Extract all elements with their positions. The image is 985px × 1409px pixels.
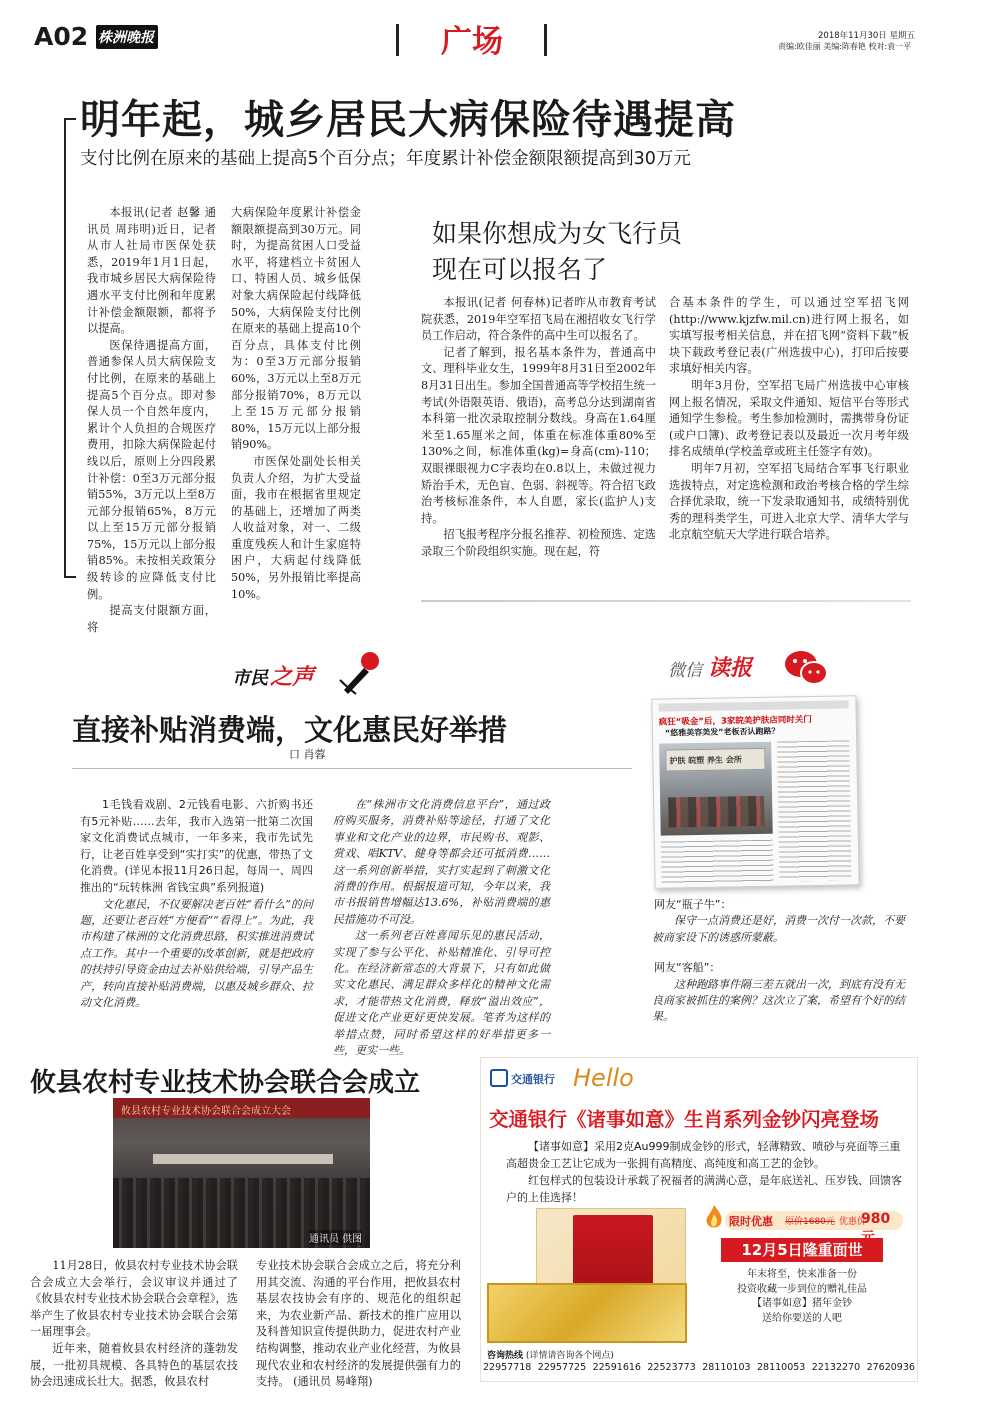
meeting-banner-text: 攸县农村专业技术协会联合会成立大会 [121,1106,291,1117]
phone-number: 22591616 [592,1362,641,1373]
wechat-logo-b: 读报 [708,655,753,681]
thumb-text-block [777,740,851,881]
article2-headline-2: 现在可以报名了 [432,255,608,284]
bank-logo-mark [490,1069,508,1087]
thumb-masthead [658,700,848,711]
bank-logo-text: 交通银行 [511,1073,555,1086]
paragraph: 本报讯(记者 赵馨 通讯员 周玮明)近日，记者从市人社局市医保处获悉，2019年1月1日起，我市城乡居民大病保险待遇水平支付比例和年度累计补偿金额限额，都将予以提高。 [87,206,216,336]
slogan-line: 【诸事如意】猪年金钞 [752,1298,852,1309]
paragraph: 大病保险年度累计补偿金额限额提高到30万元。同时，为提高贫困人口受益水平，将建档立卡贫困人口、特困人员、城乡低保对象大病保险起付线降低50%，大病保险支付比例在原来的基础上提高10个百分点，具体支付比例为：0至3万元部分报销60%，3万元以上至8万元部分报销70%，8万元以上至15万元部分报销80%，15万元以上部分报销90%。 [231,206,361,452]
article2-col2 [669,295,909,544]
article2-divider [421,600,911,602]
wechat-logo [668,648,838,688]
comment-text: 这种跑路事件隔三差五就出一次，到底有没有无良商家被抓住的案例？这次立了案，希望有个好的结果。 [652,977,905,1024]
phone-number: 22957718 [483,1362,532,1373]
voice-col1 [80,797,313,1011]
article1-subtitle: 支付比例在原来的基础上提高5个百分点；年度累计补偿金额限额提高到30万元 [80,149,691,169]
article2-headline-1: 如果你想成为女飞行员 [432,219,683,248]
page-number: A02 [34,22,89,51]
header-divider-right [544,24,547,56]
phone-number: 22523773 [647,1362,696,1373]
paragraph: 记者了解到，报名基本条件为，普通高中文、理科毕业女生，1999年8月31日至2002年8月31日出生。参加全国普通高等学校招生统一考试(外语限英语、俄语)，高考总分达到湖南省本科第一批次录取控制分数线。身高在1.64厘米至1.65厘米之间，体重在标准体重80%至130%之间，标准体重(kg)=身高(cm)-110；双眼裸眼视力C字表均在0.8以上，未做过视力矫治手术，无色盲、色弱、斜视等。符合招飞政治考核标准条件，本人自愿，家长(监护人)支持。 [421,345,656,525]
ad-title: 交通银行《诸事如意》生肖系列金钞闪亮登场 [489,1108,880,1131]
microphone-icon [336,650,384,696]
wechat-icon [784,648,828,688]
wechat-logo-a: 微信 [668,661,702,681]
newspaper-thumbnail [651,695,859,889]
hotline-label: 咨询热线 [487,1351,524,1361]
hotline-note: (详情请咨询各个网点) [525,1351,614,1361]
paragraph: 专业技术协会联合会成立之后，将充分利用其交流、沟通的平台作用，把攸县农村基层农技协会有序的、规范化的组织起来，为农业新产品、新技术的推广应用以及科普知识宣传提供助力，促进农村产业结构调整，推动农业产业化经营，为攸县现代农业和农村经济的发展提供强有力的支持。 (通讯员 易峰翔) [256,1259,461,1389]
price-tag [725,1211,903,1230]
phone-number: 22132270 [811,1362,861,1373]
paragraph: 提高支付限额方面，将 [87,604,216,634]
wechat-comments [652,897,910,1026]
paragraph: 市医保处副处长相关负责人介绍，为扩大受益面，我市在根据省里规定的基础上，还增加了两类人收益对象，对一、二级重度残疾人和计生家庭特困户，大病起付线降低50%，另外报销比率提高10%。 [231,454,361,601]
article-bracket [64,118,76,578]
ad-body-2: 红包样式的包装设计承载了祝福者的满满心意，是年底送礼、压岁钱、回馈客户的上佳选择！ [506,1174,902,1204]
voice-col2 [333,797,550,1060]
ad-body-1: 【诸事如意】采用2克Au999制成金钞的形式，轻薄精致、喷砂与亮面等三重高超贵金工艺让它成为一张拥有高精度、高纯度和高工艺的金钞。 [506,1140,901,1170]
thumb-sign: 护肤 皖塑 养生 会所 [669,755,742,766]
page-header [0,0,985,62]
date-line: 2018年11月30日 星期五 [818,31,915,41]
thumb-photo [659,742,773,836]
paragraph: 文化惠民，不仅要解决老百姓“看什么”的问题，还要让老百姓“方便看”“看得上”。为此，我市构建了株洲的文化消费思路，积实推进消费试点工作。其中一个重要的改革创新，就是把政府的扶持引导资金由过去补贴供给端，引导产品生产，转向直接补贴消费端，以惠及城乡群众、拉动文化消费。 [80,897,313,1009]
thumb-headline-2: “悠雅美容美发”老板否认跑路？ [664,726,780,738]
phone-list [483,1362,915,1373]
phone-number: 28110053 [756,1362,806,1373]
paragraph: 这一系列老百姓喜闻乐见的惠民活动，实现了参与公平化、补贴精准化、引导可控化。在经济新常态的大背景下，只有如此做实文化惠民、满足群众多样化的精神文化需求，才能带热文化消费，释放“溢出效应”，促进文化产业更好更快发展。笔者为这样的举措点赞，同时希望这样的好举措更多一些，更实一些。 [333,929,550,1058]
hello-mark: Hello [573,1064,634,1092]
hotline [487,1348,614,1361]
promo-price: 980 [861,1211,891,1227]
voice-byline: 口 肖蓉 [289,748,326,761]
article3-col2 [256,1258,461,1391]
article3-photo [113,1098,370,1248]
price-tag-label: 限时优惠 [729,1215,773,1228]
thumb-text-block-2 [661,840,774,884]
phone-number: 28110103 [702,1362,751,1373]
paragraph: 在“株洲市文化消费信息平台”，通过政府购买服务，消费补贴等途径，打通了文化事业和文化产业的边界，市民购书、观影、赏戏、唱KTV、健身等都会还可抵消费……这一系列创新举措，实打实起到了刺激文化消费的作用。根据报道可知，今年以来，我市书报销售增幅达13.6%，补贴消费端的惠民措施功不可没。 [333,798,550,926]
launch-banner: 12月5日隆重面世 [721,1238,883,1262]
voice-top-rule [72,768,632,769]
paragraph: 11月28日，攸县农村专业技术协会联合会成立大会举行，会议审议并通过了《攸县农村专业技术协会联合会章程》，选举产生了攸县农村专业技术协会联合会第一届理事会。 [30,1259,238,1339]
article2-col1 [421,295,656,561]
promo-label: 优惠价 [839,1217,867,1227]
paragraph: 1毛钱看戏剧、2元钱看电影、六折购书还有5元补贴……去年，我市入选第一批第二次国家文化消费试点城市，一年多来，我市先试先行，让老百姓享受到“实打实”的优惠，带热了文化消费。(详见本报11月26日起，每周一、周四推出的“玩转株洲 省钱宝典”系列报道) [80,798,313,894]
header-divider-left [396,24,399,56]
phone-number: 27620936 [866,1362,915,1373]
article3-col1 [30,1258,238,1391]
slogan-line: 年末将至，快来准备一份 [747,1269,857,1280]
paper-logo-text: 株洲晚报 [98,30,154,46]
paragraph: 合基本条件的学生，可以通过空军招飞网(http://www.kjzfw.mil.cn)进行网上报名，如实填写报考相关信息，并在招飞网“资料下载”板块下载政考登记表(广州选拔中心)，打印后按要求填好相关内容。 [669,296,909,376]
bank-ad [480,1057,918,1382]
phone-number: 22957725 [537,1362,587,1373]
voice-logo [232,648,392,698]
thumb-headline-1: 疯狂“吸金”后，3家皖美护肤店同时关门 [658,715,812,728]
comment-user: 网友“客船”： [654,961,721,975]
stage-table [153,1154,333,1164]
flame-icon [703,1204,725,1230]
paragraph: 医保待遇提高方面，普通参保人员大病保险支付比例，在原来的基础上提高5个百分点。即对参保人员一个自然年度内，累计个人负担的合规医疗费用，扣除大病保险起付线以后，原则上分四段累计补偿：0至3万元部分报销55%，3万元以上至8万元部分报销65%，8万元以上至15万元部分报销75%，15万元以上部分报销85%。未按相关政策分级转诊的应降低支付比例。 [87,338,216,601]
voice-logo-a: 市民 [232,668,268,689]
comment-user: 网友“瓶子牛”： [654,898,732,911]
editor-line: 责编:欧佳丽 美编:陈春艳 校对:袁一平 [778,42,912,51]
article1-headline: 明年起，城乡居民大病保险待遇提高 [80,96,736,143]
article1-col2 [231,205,361,603]
article1-col1 [87,205,216,636]
slogan-line: 投资收藏一步到位的赠礼佳品 [737,1283,867,1295]
comment-text: 保守一点消费还是好，消费一次付一次款，不要被商家设下的诱惑所蒙蔽。 [652,914,905,944]
voice-logo-b: 之声 [270,664,315,690]
voice-headline: 直接补贴消费端，文化惠民好举措 [72,713,508,747]
paragraph: 本报讯(记者 何春林)记者昨从市教育考试院获悉，2019年空军招飞局在湘招收女飞行学员工作启动，符合条件的高中生可以报名了。 [421,296,656,343]
original-price: 原价1680元 [785,1217,835,1227]
article3-headline: 攸县农村专业技术协会联合会成立 [30,1068,421,1098]
thumb-people [668,796,765,828]
gold-note [487,1283,687,1343]
paragraph: 近年来，随着攸县农村经济的蓬勃发展，一批初具规模、各具特色的基层农技协会迅速成长壮大。据悉，攸县农村 [30,1341,238,1389]
paragraph: 招飞报考程序分报名推荐、初检预选、定选录取三个阶段组织实施。现在起，符 [421,528,656,558]
paragraph: 明年3月份，空军招飞局广州选拔中心审核网上报名情况，采取文件通知、短信平台等形式通知学生参检。考生参加检测时，需携带身份证(或户口簿)、政考登记表以及最近一次月考年级排名成绩单(学校盖章或班主任签字有效)。 [669,378,909,459]
paragraph: 明年7月初，空军招飞局结合军事飞行职业选拔特点，对定选检测和政治考核合格的学生综合择优录取，统一下发录取通知书，成绩特别优秀的理科类学生，可进入北京大学、清华大学与北京航空航天大学进行联合培养。 [669,461,909,542]
slogan-line: 送给你要送的人吧 [762,1312,842,1324]
photo-credit: 通讯员 供图 [309,1230,362,1245]
section-title: 广场 [441,24,503,60]
ad-slogan [721,1268,883,1326]
